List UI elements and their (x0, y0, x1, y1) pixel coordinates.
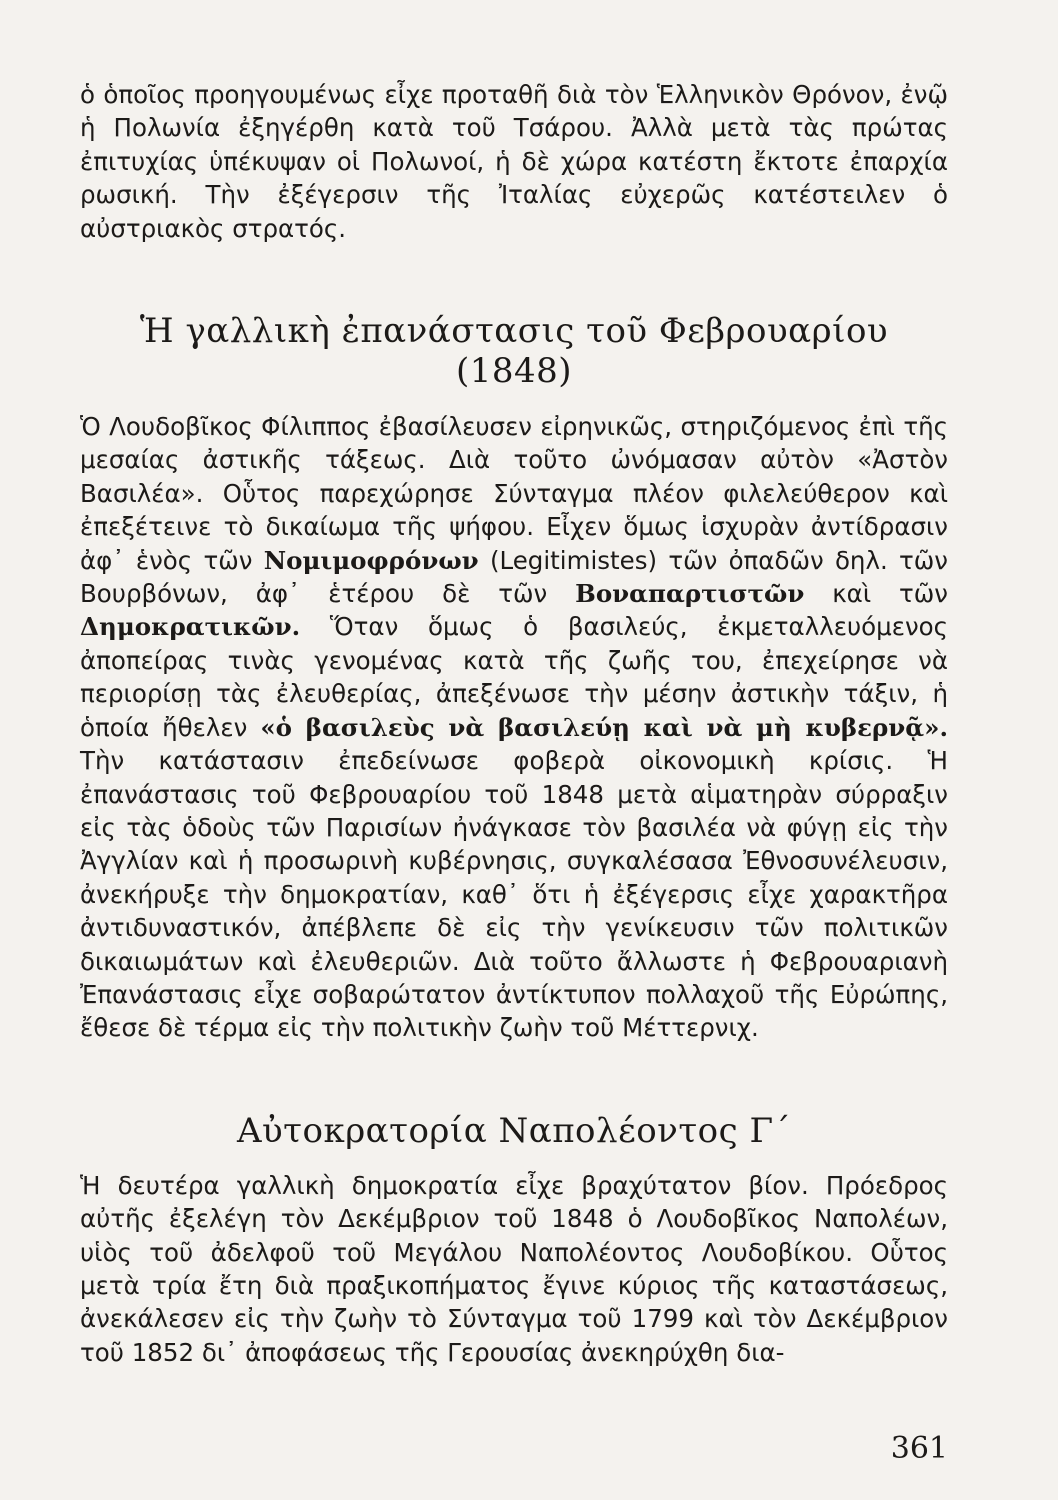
section-heading-napoleon-empire: Αὐτοκρατορία Ναπολέοντος Γ΄ (236, 1110, 792, 1151)
bold-term-legitimists: Νομιμοφρόνων (263, 545, 479, 575)
section-heading-february-revolution: Ἡ γαλλικὴ ἐπανάστασις τοῦ Φεβρουαρίου (1848) (139, 311, 889, 392)
text-column (80, 78, 948, 1369)
february-revolution-paragraph (80, 410, 948, 1045)
bold-term-bonapartists: Βοναπαρτιστῶν (575, 579, 805, 609)
text-run: καὶ τῶν (804, 579, 948, 609)
intro-paragraph: ὁ ὁποῖος προηγουμένως εἶχε προταθῆ διὰ τὸν Ἑλληνικὸν Θρόνον, ἐνῷ ἡ Πολωνία ἐξηγέρθη κατὰ τοῦ Τσάρου. Ἀλλὰ μετὰ τὰς πρώτας ἐπιτυχίας ὑπέκυψαν οἱ Πολωνοί, ἡ δὲ χώρα κατέστη ἔκτοτε ἐπαρχία ρωσική. Τὴν ἐξέγερσιν τῆς Ἰταλίας εὐχερῶς κατέστειλεν ὁ αὐστριακὸς στρατός. (80, 80, 948, 243)
text-run: Ὅταν ὅμως ὁ βασιλεύς, ἐκμεταλλευόμενος ἀποπείρας τινὰς γενομένας κατὰ τῆς ζωῆς του, ἐπεχείρησε νὰ περιορίσῃ τὰς ἐλευθερίας, ἀπεξένωσε τὴν μέσην ἀστικὴν τάξιν, ἡ ὁποία ἤθελεν (80, 612, 948, 742)
text-run: (Legitimistes) τῶν ὀπαδῶν δηλ. τῶν Βουρβόνων, ἀφ᾽ ἑτέρου δὲ τῶν (80, 545, 948, 609)
text-run: Τὴν κατάστασιν ἐπεδείνωσε φοβερὰ οἰκονομικὴ κρίσις. Ἡ ἐπανάστασις τοῦ Φεβρουαρίου τοῦ 1848 μετὰ αἱματηρὰν σύρραξιν εἰς τὰς ὁδοὺς τῶν Παρισίων ἠνάγκασε τὸν βασιλέα νὰ φύγῃ εἰς τὴν Ἀγγλίαν καὶ ἡ προσωρινὴ κυβέρνησις, συγκαλέσασα Ἐθνοσυνέλευσιν, ἀνεκήρυξε τὴν δημοκρατίαν, καθ᾽ ὅτι ἡ ἐξέγερσις εἶχε χαρακτῆρα ἀντιδυναστικόν, ἀπέβλεπε δὲ εἰς τὴν γενίκευσιν τῶν πολιτικῶν δικαιωμάτων καὶ ἐλευθεριῶν. Διὰ τοῦτο ἄλλωστε ἡ Φεβρουαριανὴ Ἐπανάστασις εἶχε σοβαρώτατον ἀντίκτυπον πολλαχοῦ τῆς Εὐρώπης, ἔθεσε δὲ τέρμα εἰς τὴν πολιτικὴν ζωὴν τοῦ Μέττερνιχ. (80, 746, 948, 1043)
text-run: Ὁ Λουδοβῖκος Φίλιππος ἐβασίλευσεν εἰρηνικῶς, στηριζόμενος ἐπὶ τῆς μεσαίας ἀστικῆς τάξεως. Διὰ τοῦτο ὠνόμασαν αὐτὸν «Ἀστὸν Βασιλέα». Οὗτος παρεχώρησε Σύνταγμα πλέον φιλελεύθερον καὶ ἐπεξέτεινε τὸ δικαίωμα τῆς ψήφου. Εἶχεν ὅμως ἰσχυρὰν ἀντίδρασιν ἀφ᾽ ἑνὸς τῶν (80, 412, 948, 575)
page-number: 361 (890, 1431, 948, 1466)
bold-term-democrats: Δημοκρατικῶν. (80, 612, 301, 642)
bold-quote-king: «ὁ βασιλεὺς νὰ βασιλεύῃ καὶ νὰ μὴ κυβερνᾷ». (260, 712, 948, 742)
napoleon-paragraph: Ἡ δευτέρα γαλλικὴ δημοκρατία εἶχε βραχύτατον βίον. Πρόεδρος αὐτῆς ἐξελέγη τὸν Δεκέμβριον τοῦ 1848 ὁ Λουδοβῖκος Ναπολέων, υἱὸς τοῦ ἀδελφοῦ τοῦ Μεγάλου Ναπολέοντος Λουδοβίκου. Οὗτος μετὰ τρία ἔτη διὰ πραξικοπήματος ἔγινε κύριος τῆς καταστάσεως, ἀνεκάλεσεν εἰς τὴν ζωὴν τὸ Σύνταγμα τοῦ 1799 καὶ τὸν Δεκέμβριον τοῦ 1852 δι᾽ ἀποφάσεως τῆς Γερουσίας ἀνεκηρύχθη δια- (80, 1170, 948, 1367)
